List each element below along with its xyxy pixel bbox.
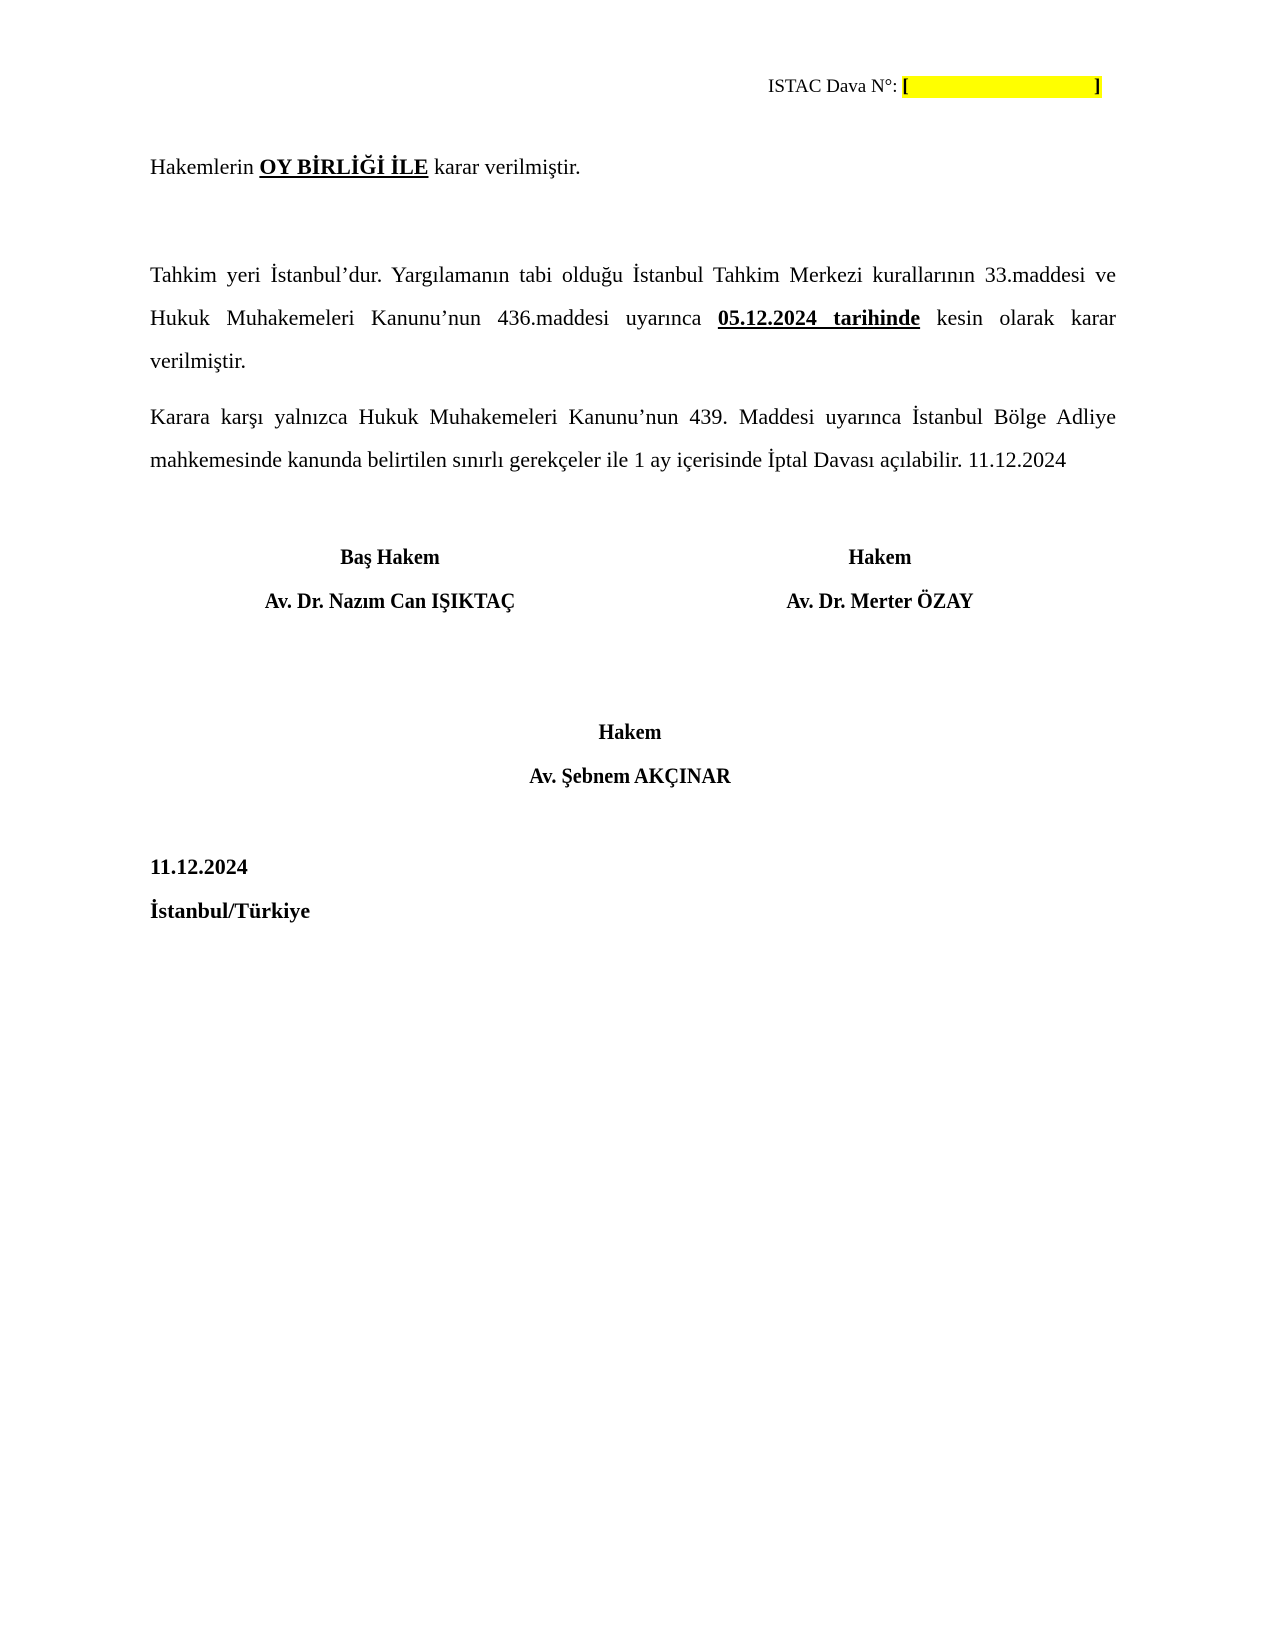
case-number-field[interactable]: [ ] xyxy=(902,76,1101,97)
footer-place: İstanbul/Türkiye xyxy=(150,898,311,923)
case-number-label: ISTAC Dava N°: xyxy=(768,76,903,97)
appeal-paragraph: Karara karşı yalnızca Hukuk Muhakemeleri Kanunu’nun 439. Maddesi uyarınca İstanbul Bölge Adliye mahkemesinde kanunda belirtilen sınırlı gerekçeler ile 1 ay içerisinde İptal Davası açılabilir. 11.12.2024 xyxy=(150,404,1116,472)
decision-date-emphasis: 05.12.2024 tarihinde xyxy=(717,305,921,330)
unanimous-emphasis: OY BİRLİĞİ İLE xyxy=(259,154,429,179)
seat-paragraph: Tahkim yeri İstanbul’dur. Yargılamanın tabi olduğu İstanbul Tahkim Merkezi kurallarının 33.maddesi ve Hukuk Muhakemeleri Kanunu’nun 436.maddesi uyarınca 05.12.2024 tarihinde kesin olarak karar verilmiştir. xyxy=(150,262,1116,373)
signature-block-arbitrator-1 xyxy=(714,535,1045,623)
signatory-role: Hakem xyxy=(848,544,912,569)
signatory-role: Baş Hakem xyxy=(340,544,440,569)
signatory-name: Av. Şebnem AKÇINAR xyxy=(529,763,731,788)
case-number-header xyxy=(768,76,1102,98)
decision-statement: Hakemlerin OY BİRLİĞİ İLE karar verilmiştir. xyxy=(150,154,581,179)
signatory-name: Av. Dr. Nazım Can IŞIKTAÇ xyxy=(264,588,516,613)
signature-block-arbitrator-2 xyxy=(474,710,787,798)
signatory-name: Av. Dr. Merter ÖZAY xyxy=(786,588,974,613)
signatory-role: Hakem xyxy=(598,719,662,744)
signature-block-chief-arbitrator xyxy=(234,535,547,623)
document-footer xyxy=(150,845,310,933)
footer-date: 11.12.2024 xyxy=(150,854,248,879)
